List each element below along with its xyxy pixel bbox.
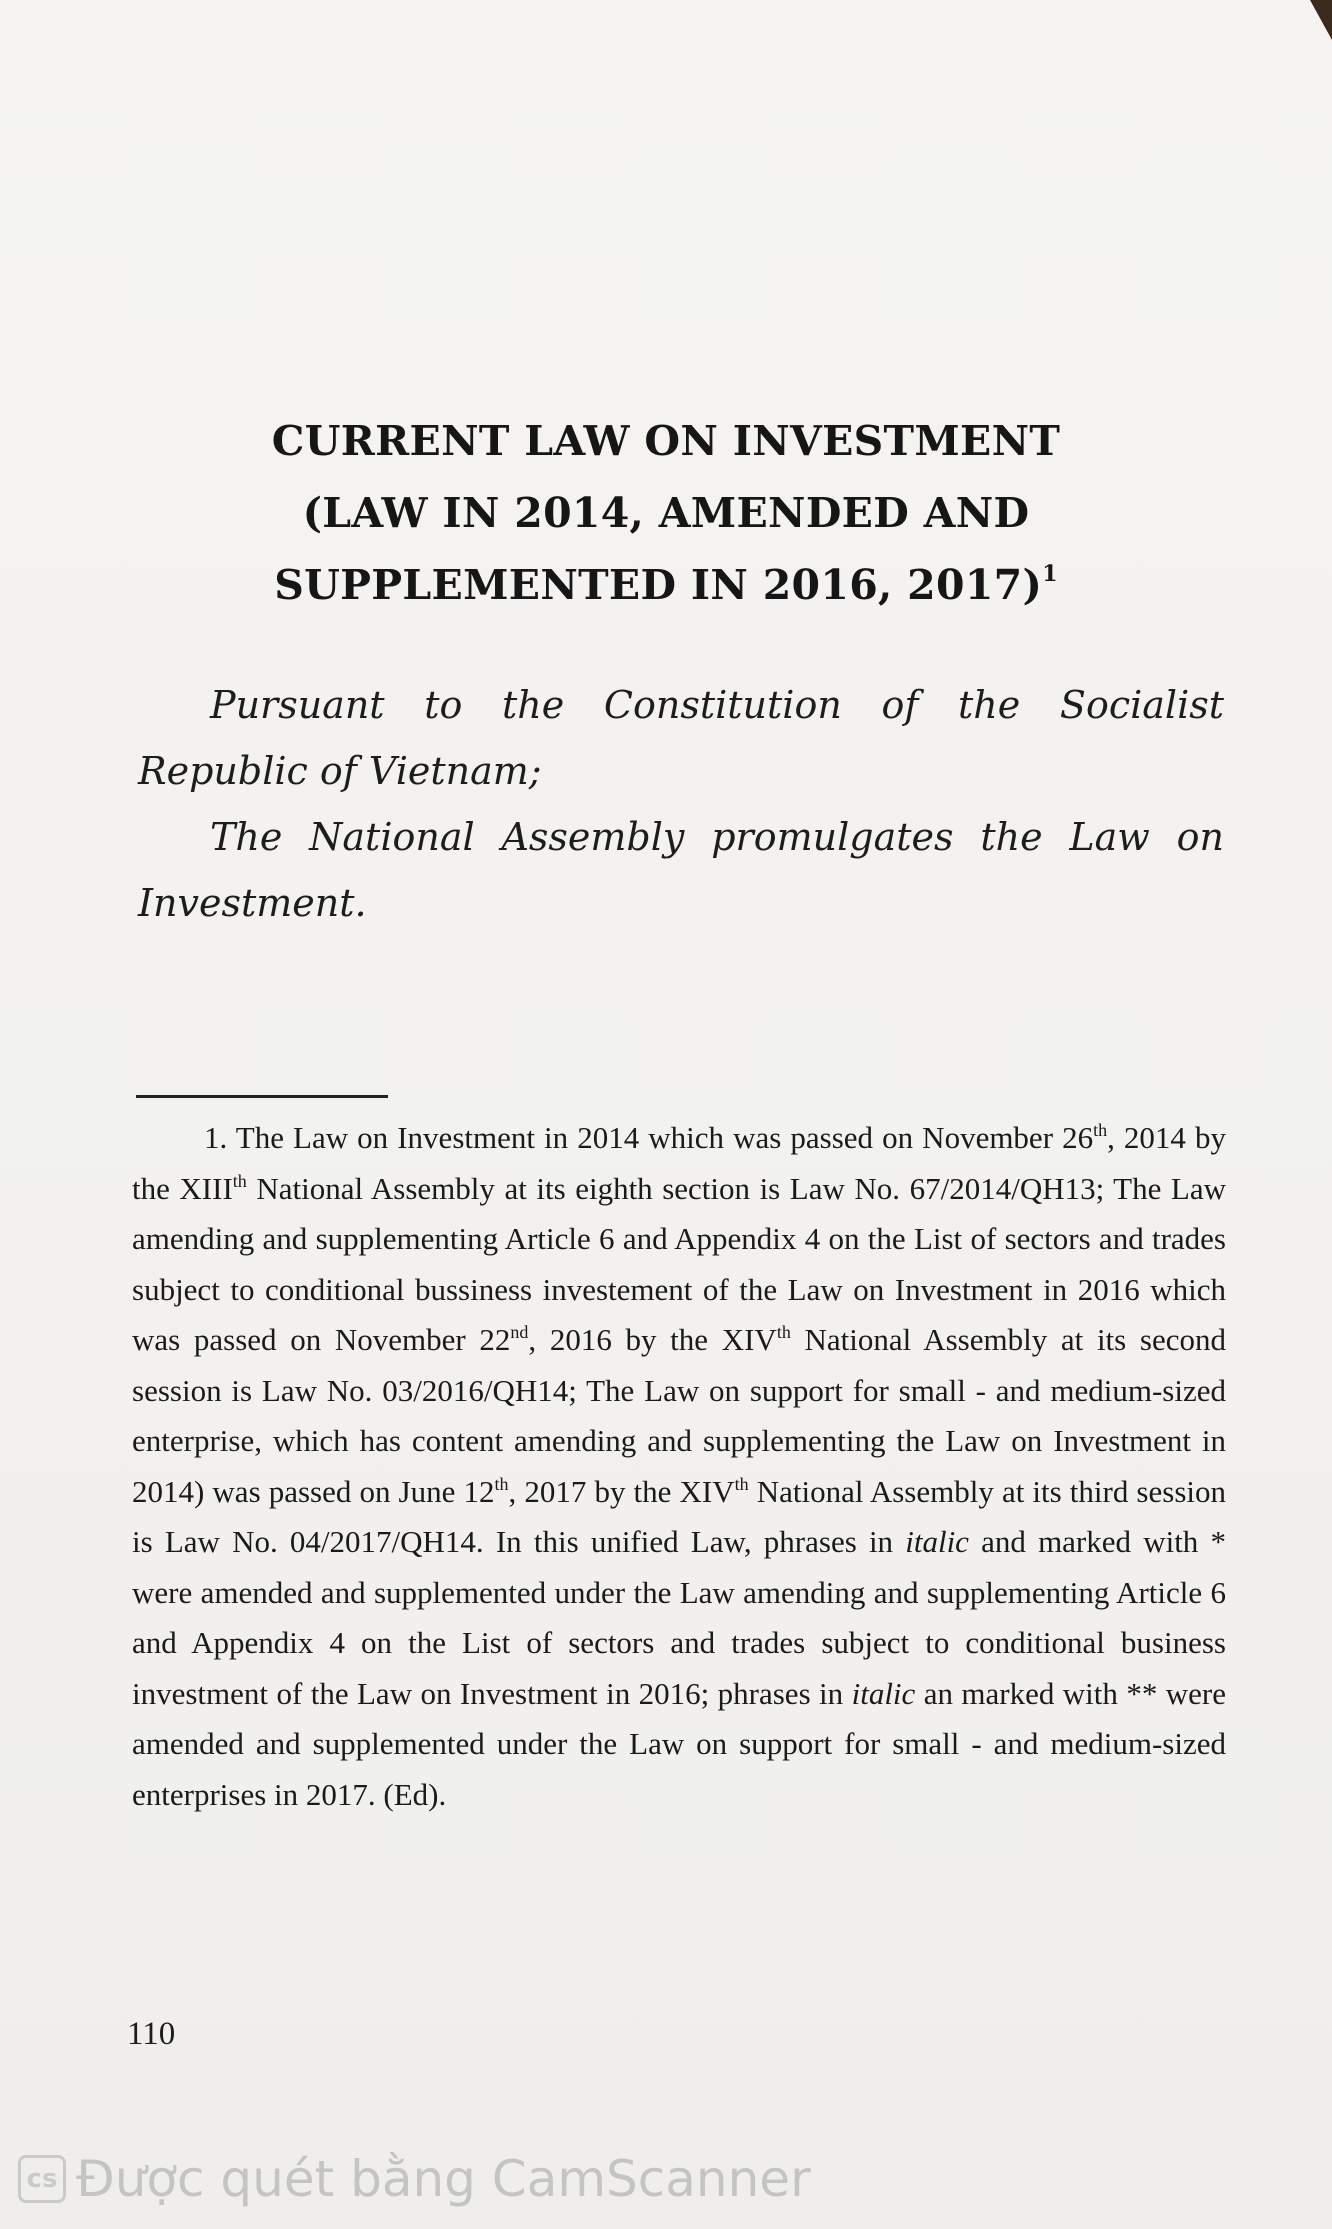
title-line-2: (LAW IN 2014, AMENDED AND (302, 489, 1030, 537)
footnote-text: , 2014 by the XIII (132, 1120, 1226, 1206)
footnote-separator (136, 1095, 388, 1098)
footnote-text: 1. The Law on Investment in 2014 which was passed on November 26 (204, 1120, 1094, 1155)
footnote-italic: italic (851, 1675, 916, 1711)
footnote-text: National Assembly at its second session is Law No. 03/2016/QH14; The Law on support for small - and medium-sized enterprise, which has content amending and supplementing the Law on Investment in 2014) was passed on June 12 (132, 1322, 1226, 1509)
page-number: 110 (127, 2016, 176, 2052)
footnote-1 (132, 1113, 1226, 1820)
footnote-text: National Assembly at its third session is Law No. 04/2017/QH14. In this unified Law, phrases in (132, 1473, 1226, 1559)
title-footnote-ref: 1 (1042, 561, 1058, 587)
watermark-text: Được quét bằng CamScanner (76, 2150, 811, 2208)
footnote-sup: th (232, 1170, 247, 1191)
footnote-text: and marked with * were amended and supplemented under the Law amending and supplementing Article 6 and Appendix 4 on the List of sectors and trades subject to conditional business investment of the Law on Investment in 2016; phrases in (132, 1524, 1226, 1711)
footnote-sup: th (734, 1473, 749, 1494)
footnote-text: , 2016 by the XIV (528, 1322, 777, 1357)
title-line-1: CURRENT LAW ON INVESTMENT (271, 417, 1061, 465)
title-line-3 (200, 549, 1132, 621)
footnote-text: , 2017 by the XIV (508, 1473, 735, 1509)
footnote-sup: nd (510, 1322, 529, 1342)
footnote-text: National Assembly at its eighth section is Law No. 67/2014/QH13; The Law amending and supplementing Article 6 and Appendix 4 on the List of sectors and trades subject to conditional bussiness investement of the Law on Investment in 2016 which was passed on November 22 (132, 1170, 1227, 1357)
footnote-sup: th (776, 1322, 791, 1342)
page-corner-mark (1310, 0, 1332, 40)
camscanner-logo-icon: cs (18, 2155, 66, 2203)
law-title (200, 405, 1132, 621)
preamble (138, 672, 1224, 936)
preamble-constitution: Pursuant to the Constitution of the Socialist Republic of Vietnam; (138, 683, 1224, 793)
footnote-italic: italic (905, 1524, 969, 1559)
title-line-3-text: SUPPLEMENTED IN 2016, 2017) (274, 561, 1043, 609)
scanner-watermark (18, 2150, 811, 2208)
preamble-promulgation: The National Assembly promulgates the Law on Investment. (138, 815, 1224, 925)
footnote-text: an marked with ** were amended and supplemented under the Law on support for small - and medium-sized enterprises in 2017. (Ed). (132, 1675, 1226, 1812)
footnote-sup: th (494, 1473, 509, 1494)
footnote-sup: th (1093, 1120, 1108, 1140)
